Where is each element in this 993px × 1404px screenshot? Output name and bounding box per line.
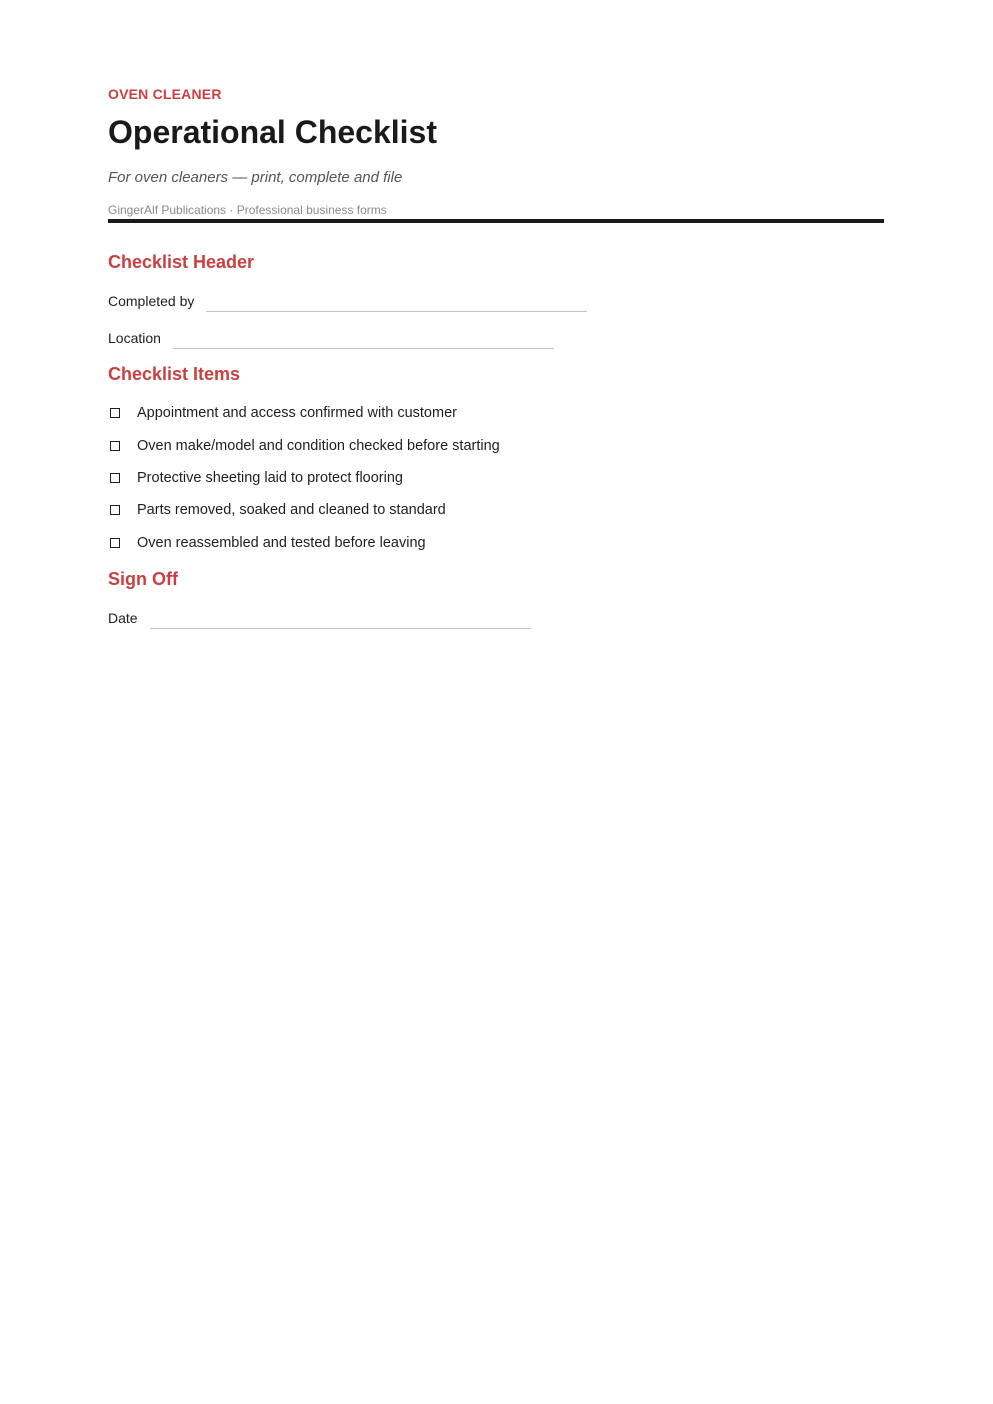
completed-by-field bbox=[108, 290, 587, 310]
checklist-item[interactable] bbox=[108, 403, 457, 423]
date-field bbox=[108, 607, 531, 627]
date-label: Date bbox=[108, 610, 138, 626]
checkbox-icon[interactable] bbox=[110, 441, 120, 451]
header-divider bbox=[108, 219, 884, 223]
page-subtitle: For oven cleaners — print, complete and file bbox=[108, 169, 403, 186]
location-field bbox=[108, 327, 554, 347]
checklist-item-label: Appointment and access confirmed with customer bbox=[137, 405, 457, 421]
checkbox-icon[interactable] bbox=[110, 538, 120, 548]
completed-by-input-line[interactable] bbox=[206, 311, 587, 312]
checklist-item-label: Parts removed, soaked and cleaned to standard bbox=[137, 502, 446, 518]
form-category: OVEN CLEANER bbox=[108, 86, 222, 102]
section-title-sign-off: Sign Off bbox=[108, 569, 178, 589]
checkbox-icon[interactable] bbox=[110, 473, 120, 483]
checklist-item-label: Protective sheeting laid to protect flooring bbox=[137, 470, 403, 486]
checklist-item[interactable] bbox=[108, 436, 500, 456]
section-title-checklist-items: Checklist Items bbox=[108, 364, 241, 384]
checklist-item[interactable] bbox=[108, 468, 403, 488]
checklist-item[interactable] bbox=[108, 500, 446, 520]
section-title-checklist-header: Checklist Header bbox=[108, 252, 255, 272]
checkbox-icon[interactable] bbox=[110, 505, 120, 515]
location-label: Location bbox=[108, 330, 161, 346]
date-input-line[interactable] bbox=[150, 628, 531, 629]
completed-by-label: Completed by bbox=[108, 293, 195, 309]
checkbox-icon[interactable] bbox=[110, 408, 120, 418]
page-title: Operational Checklist bbox=[108, 114, 437, 150]
checklist-item[interactable] bbox=[108, 533, 426, 553]
publisher-line: GingerAlf Publications · Professional business forms bbox=[108, 203, 387, 217]
checklist-item-label: Oven reassembled and tested before leaving bbox=[137, 535, 426, 551]
location-input-line[interactable] bbox=[173, 348, 554, 349]
checklist-item-label: Oven make/model and condition checked before starting bbox=[137, 438, 500, 454]
